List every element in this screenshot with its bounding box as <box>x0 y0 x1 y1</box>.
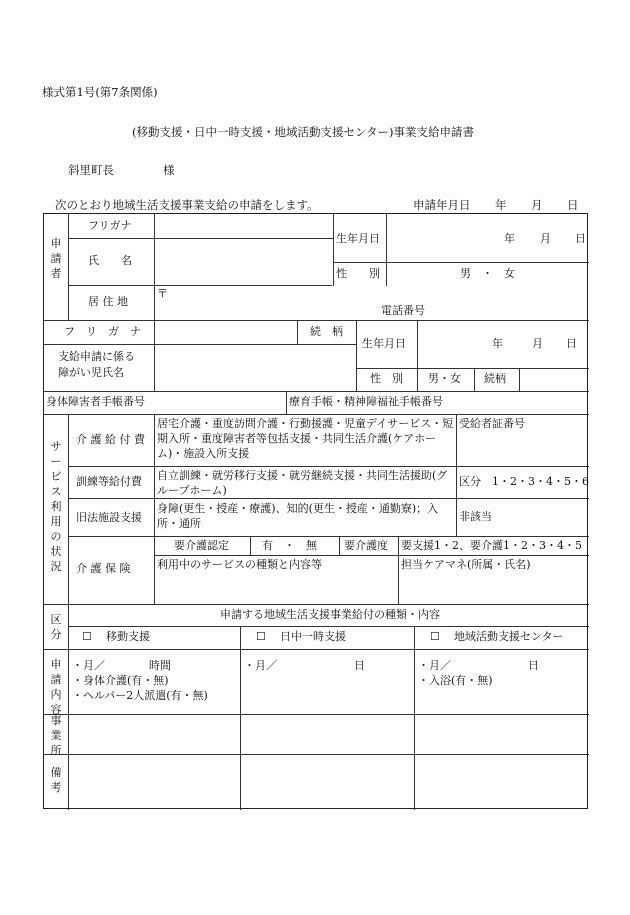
care-manager-label: 担当ケアマネ(所属・氏名) <box>401 558 531 571</box>
child-relation-label: 続 柄 <box>310 325 343 338</box>
mobility-label: 移動支援 <box>106 630 150 643</box>
disability-certificate-label: 身体障害者手帳番号 <box>46 395 145 408</box>
daytime-days: ・月／ 日 <box>244 659 365 672</box>
daytime-checkbox[interactable]: ☐ <box>256 630 266 643</box>
child-name-label-2: 障がい児氏名 <box>58 366 124 379</box>
form-title: (移動支援・日中一時支援・地域活動支援センター)事業支給申請書 <box>132 125 475 139</box>
applicant-birth-year: 年 <box>504 232 515 245</box>
applicant-birthdate-label: 生年月日 <box>336 232 380 245</box>
applicant-address-label: 居 住 地 <box>88 295 128 308</box>
care-level-label: 要介護度 <box>344 539 388 552</box>
insurance-label: 介 護 保 険 <box>76 562 131 575</box>
applicant-gender-label: 性 別 <box>336 267 380 280</box>
child-birth-day: 日 <box>566 337 577 350</box>
intro-text: 次のとおり地域生活支援事業支給の申請をします。 <box>55 198 319 212</box>
care-benefit-text: 居宅介護・重度訪問介護・行動援護・児童デイサービス・短期入所・重度障害者等包括支援・共同生活介護(ケアホーム)・施設入所支援 <box>157 417 454 460</box>
child-birth-year: 年 <box>492 337 503 350</box>
child-name-label-1: 支給申請に係る <box>58 350 135 363</box>
care-level-options: 要支援1・2、要介護1・2・3・4・5 <box>401 539 582 552</box>
applicant-furigana-label: フリガナ <box>88 219 132 232</box>
child-birth-month: 月 <box>532 337 543 350</box>
certification-options: 有 ・ 無 <box>262 539 317 552</box>
child-furigana-label: フ リ ガ ナ <box>64 325 141 338</box>
center-checkbox[interactable]: ☐ <box>430 630 440 643</box>
office-label: 事業所 <box>50 714 62 757</box>
applicant-birth-month: 月 <box>540 232 551 245</box>
center-bath: ・入浴(有・無) <box>418 674 493 687</box>
request-content-label: 申請内容 <box>50 658 62 716</box>
former-law-label: 旧法施設支援 <box>76 511 142 524</box>
applicant-name-label: 氏 名 <box>88 254 132 267</box>
child-gender-label: 性 別 <box>370 372 403 385</box>
addressee: 斜里町長 <box>68 163 114 177</box>
form-number: 様式第1号(第7条関係) <box>42 85 158 99</box>
application-form <box>43 213 588 809</box>
certification-label: 要介護認定 <box>174 539 229 552</box>
category-options: 区分 1・2・3・4・5・6 <box>459 475 589 488</box>
not-applicable-label: 非該当 <box>459 510 492 523</box>
child-gender-options: 男・女 <box>428 372 461 385</box>
mobility-two-helpers: ・ヘルパー2人派遣(有・無) <box>72 689 208 702</box>
request-category-label: 区分 <box>50 613 62 641</box>
mobility-hours: ・月／ 時間 <box>72 659 171 672</box>
applicant-section-label: 申請者 <box>50 237 62 280</box>
care-benefit-label: 介 護 給 付 費 <box>76 433 145 446</box>
notes-label: 備考 <box>50 766 62 794</box>
training-text: 自立訓練・就労移行支援・就労継続支援・共同生活援助(グループホーム) <box>157 469 448 497</box>
training-label: 訓練等給付費 <box>76 475 142 488</box>
date-day: 日 <box>567 198 579 212</box>
request-heading: 申請する地域生活支援事業給付の種類・内容 <box>220 608 440 621</box>
center-days: ・月／ 日 <box>418 659 539 672</box>
child-birthdate-label: 生年月日 <box>362 337 406 350</box>
former-law-text: 身障(更生・授産・療護)、知的(更生・授産・通勤寮)；入所・通所 <box>157 502 439 530</box>
center-label: 地域活動支援センター <box>454 630 564 643</box>
application-date-label: 申請年月日 <box>413 198 471 212</box>
services-in-use-label: 利用中のサービスの種類と内容等 <box>157 558 322 571</box>
postal-mark: 〒 <box>157 287 168 300</box>
date-year: 年 <box>495 198 507 212</box>
mobility-body-care: ・身体介護(有・無) <box>72 674 169 687</box>
applicant-birth-day: 日 <box>575 232 586 245</box>
recipient-number-label: 受給者証番号 <box>459 417 525 430</box>
honorific: 様 <box>163 163 175 177</box>
child-relation2-label: 続柄 <box>484 372 506 385</box>
phone-label: 電話番号 <box>381 304 425 317</box>
applicant-gender-options: 男 ・ 女 <box>460 267 515 280</box>
date-month: 月 <box>531 198 543 212</box>
daytime-label: 日中一時支援 <box>280 630 346 643</box>
mobility-checkbox[interactable]: ☐ <box>82 630 92 643</box>
service-section-label: サービス利用の状況 <box>50 440 62 573</box>
rehab-certificate-label: 療育手帳・精神障福祉手帳番号 <box>289 395 443 408</box>
